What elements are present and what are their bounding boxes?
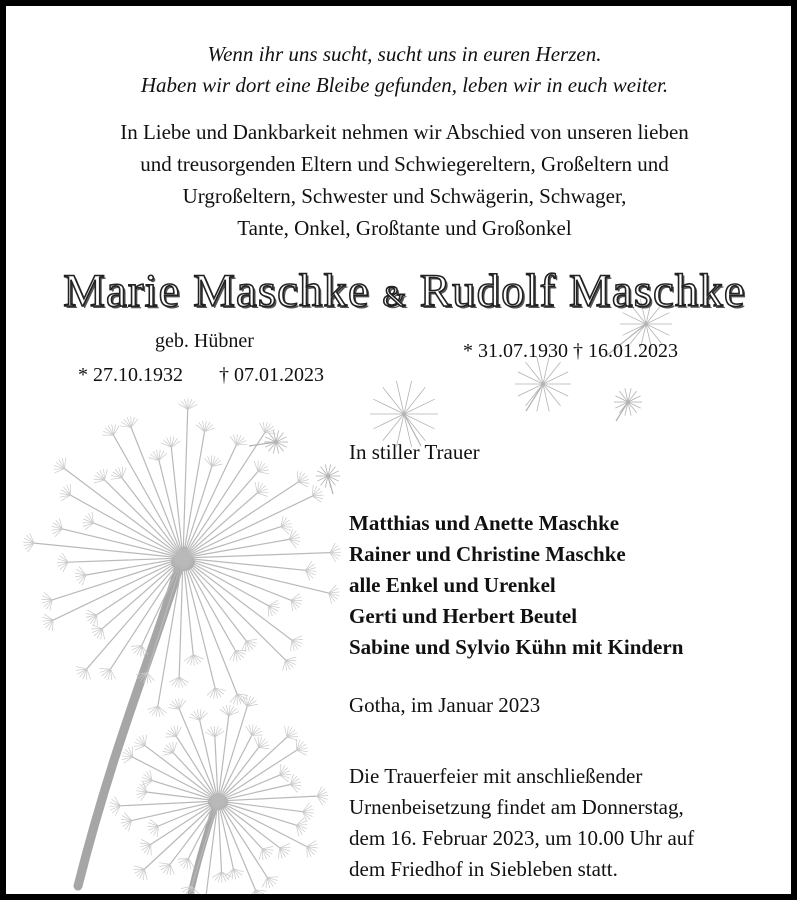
funeral-line-2: Urnenbeisetzung findet am Donnerstag,: [349, 795, 684, 819]
rudolf-dates: * 31.07.1930 † 16.01.2023: [463, 340, 678, 362]
mourner-line-4: Gerti und Herbert Beutel: [349, 604, 578, 628]
intro-line-4: Tante, Onkel, Großtante und Großonkel: [237, 216, 572, 240]
mourners-heading: In stiller Trauer: [349, 440, 480, 464]
mourner-line-5: Sabine und Sylvio Kühn mit Kindern: [349, 635, 684, 659]
deceased-name-marie: Marie Maschke: [63, 265, 370, 317]
funeral-line-3: dem 16. Februar 2023, um 10.00 Uhr auf: [349, 826, 695, 850]
marie-death-date: † 07.01.2023: [219, 364, 324, 386]
birth-name: geb. Hübner: [155, 330, 254, 352]
mourner-line-1: Matthias und Anette Maschke: [349, 511, 620, 535]
mourner-line-2: Rainer und Christine Maschke: [349, 542, 626, 566]
ampersand: &: [382, 280, 407, 313]
deceased-name-rudolf: Rudolf Maschke: [419, 265, 746, 317]
deceased-names: [6, 264, 797, 318]
mourner-line-3: alle Enkel und Urenkel: [349, 573, 556, 597]
intro-line-2: und treusorgenden Eltern und Schwiegereltern, Großeltern und: [140, 152, 669, 176]
intro-line-1: In Liebe und Dankbarkeit nehmen wir Abschied von unseren lieben: [120, 120, 689, 144]
funeral-line-4: dem Friedhof in Siebleben statt.: [349, 857, 618, 881]
marie-birth-date: * 27.10.1932: [78, 364, 183, 386]
intro-line-3: Urgroßeltern, Schwester und Schwägerin, Schwager,: [182, 184, 627, 208]
place-date: Gotha, im Januar 2023: [349, 693, 541, 717]
motto-line-2: Haben wir dort eine Bleibe gefunden, leben wir in euch weiter.: [140, 73, 669, 97]
funeral-line-1: Die Trauerfeier mit anschließender: [349, 764, 643, 788]
motto-line-1: Wenn ihr uns sucht, sucht uns in euren Herzen.: [207, 42, 602, 66]
